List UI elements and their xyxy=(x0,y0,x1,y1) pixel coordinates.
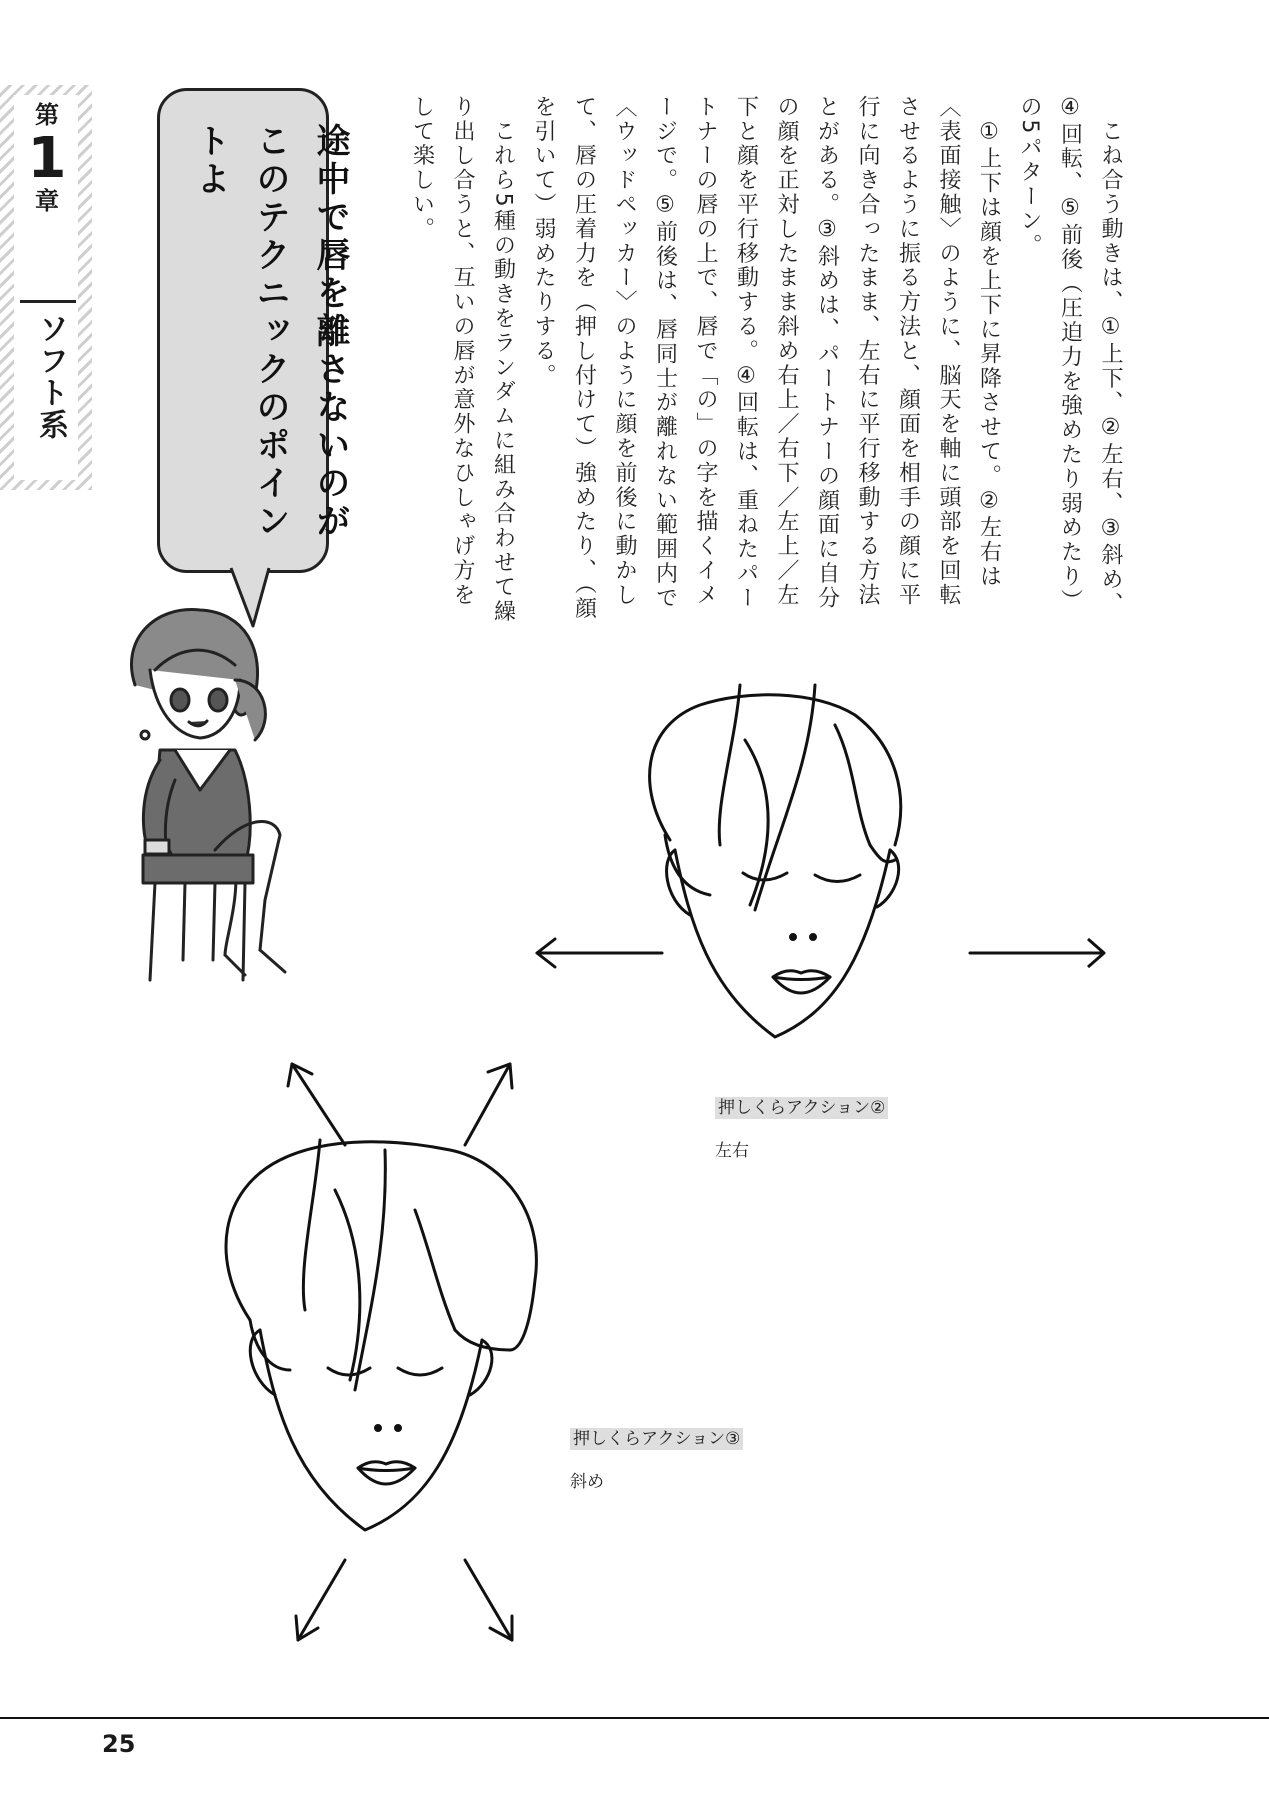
speech-bubble xyxy=(157,88,350,573)
caption-action-2-sub: 左右 xyxy=(715,1141,749,1161)
woman-illustration xyxy=(115,600,355,980)
caption-action-3-title: 押しくらアクション③ xyxy=(570,1428,743,1450)
chapter-label-sho: 章 xyxy=(35,187,59,215)
body-text xyxy=(370,95,1130,625)
caption-action-2-title: 押しくらアクション② xyxy=(715,1097,888,1119)
speech-bubble-text xyxy=(180,123,360,543)
speech-bubble-line1: 途中で唇を離さないのが xyxy=(310,123,350,541)
arrow-right-icon xyxy=(1080,933,1120,973)
chapter-number-block xyxy=(24,103,70,213)
face-diagram-diagonal xyxy=(220,1050,720,1650)
chapter-tab-inner xyxy=(14,95,78,480)
page-number: 25 xyxy=(102,1730,136,1758)
footer-rule xyxy=(0,1717,1269,1719)
caption-action-3 xyxy=(570,1424,743,1492)
chapter-tab xyxy=(0,85,92,490)
chapter-label-dai: 第 xyxy=(35,101,59,129)
body-paragraph-1: こね合う動きは、①上下、②左右、③斜め、④回転、⑤前後（圧迫力を強めたり弱めたり）の5パターン。 xyxy=(1017,95,1123,617)
chapter-number: 1 xyxy=(27,126,67,191)
caption-action-2 xyxy=(715,1093,888,1161)
body-paragraph-3: これら5種の動きをランダムに組み合わせて繰り出し合うと、互いの唇が意外なひしゃげ方をして楽しい。 xyxy=(409,95,516,624)
chapter-divider xyxy=(20,300,76,303)
caption-action-3-sub: 斜め xyxy=(570,1472,604,1492)
speech-bubble-line2: このテクニックのポイントよ xyxy=(190,123,290,541)
body-paragraph-2: ①上下は顔を上下に昇降させて。②左右は〈表面接触〉のように、脳天を軸に頭部を回転させるように振る方法と、顔面を相手の顔に平行に向き合ったまま、左右に平行移動する方法とがある。③斜めは、パートナーの顔面に自分の顔を正対したまま斜め右上／右下／左上／左下と顔を平行移動する。④回転は、重ねたパートナーの唇の上で、唇で「の」の字を描くイメージで。⑤前後は、唇同士が離れない範囲内で〈ウッドペッカー〉のように顔を前後に動かして、唇の圧着力を（押し付けて）強めたり、（顔を引いて）弱めたりする。 xyxy=(531,95,1002,621)
chapter-title: ソフト系 xyxy=(33,313,68,441)
face-diagram-left-right xyxy=(525,685,1045,1045)
